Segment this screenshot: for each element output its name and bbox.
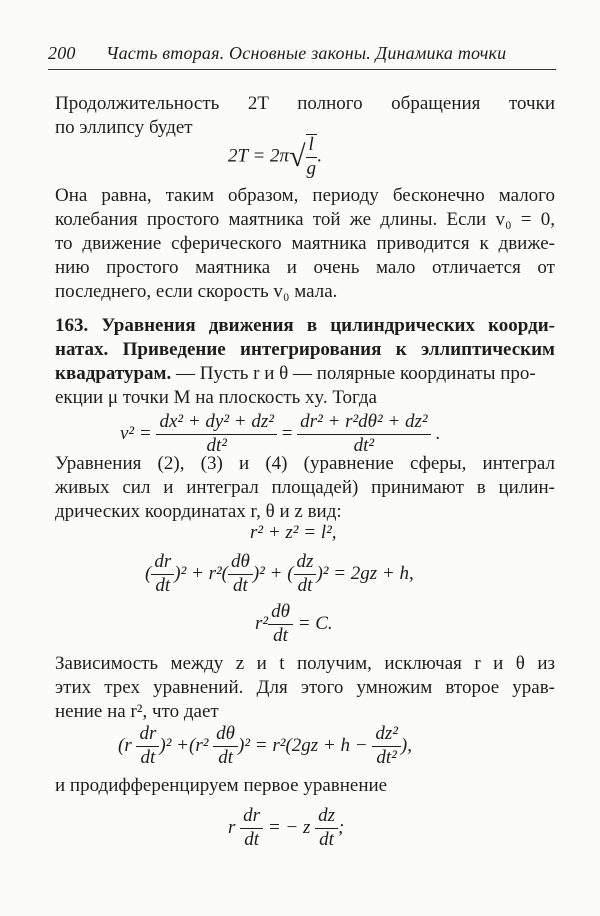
section-line-4: екции μ точки M на плоскость xy. Тогда (55, 387, 377, 408)
diff-fraction-1 (240, 806, 263, 851)
paragraph-5-line-1: и продифференцируем первое уравнение (55, 775, 388, 796)
running-header (48, 43, 556, 70)
page-number: 200 (48, 43, 76, 63)
energy-term-3-prefix: ² + (259, 562, 283, 584)
mult-fraction-1-num: dr (136, 724, 159, 747)
energy-fraction-1-num: dr (151, 552, 174, 575)
diff-fraction-2-num: dz (315, 806, 338, 829)
diff-prefix: r (228, 816, 236, 838)
mult-term-2-prefix: r² (195, 734, 209, 756)
sqrt-fraction (306, 134, 317, 180)
paragraph-2-line-5: последнего, если скорость v₀ мала. (55, 281, 338, 302)
paragraph-3-line-2: живых сил и интеграл площадей) принимают в цилин- (55, 477, 555, 498)
paragraph-2-line-2: колебания простого маятника той же длины. Если v₀ = 0, (55, 209, 555, 230)
velocity-fraction-1-den: dt² (206, 434, 227, 456)
energy-term-2-prefix: ² + r² (180, 562, 222, 584)
fraction-numerator: l (306, 135, 317, 158)
equation-period-lhs: 2T = 2π (228, 145, 290, 167)
energy-fraction-1 (151, 552, 174, 597)
energy-fraction-2-num: dθ (228, 552, 253, 575)
section-heading-line-3 (55, 362, 555, 386)
mult-fraction-3 (372, 724, 401, 769)
energy-rhs: ² = 2gz + h, (322, 562, 414, 584)
paragraph-3-line-1: Уравнения (2), (3) и (4) (уравнение сферы, интеграл (55, 453, 555, 474)
paragraph-2-line-3: то движение сферического маятника приводится к движе- (55, 233, 555, 254)
velocity-fraction-2 (297, 412, 430, 457)
energy-fraction-3 (294, 552, 317, 597)
area-fraction (268, 602, 293, 647)
equation-multiplied: (r $\frac{dr}{dt}$ )² +(r² $\frac{d\theta}{dt}$ )² = r²(2gz + h − $\frac{\text{dz²}}{\text{dt²}}$ ), (118, 723, 412, 768)
diff-fraction-1-num: dr (240, 806, 263, 829)
mult-plus: ² + (165, 734, 189, 756)
fraction-denominator: g (306, 157, 316, 179)
equation-area (255, 602, 333, 647)
energy-fraction-2-den: dt (233, 574, 248, 596)
equation-velocity-lhs: v² = (120, 422, 152, 444)
energy-fraction-3-den: dt (297, 574, 313, 596)
section-heading-line-2: натах. Приведение интегрирования к эллиптическим (55, 339, 555, 360)
mult-fraction-2 (213, 724, 238, 769)
energy-fraction-3-num: dz (294, 552, 317, 575)
velocity-fraction-2-num: dr² + r²dθ² + dz² (297, 412, 430, 435)
mult-term-1-prefix: r (124, 734, 132, 756)
mult-fraction-1 (136, 724, 159, 769)
equation-velocity-equals: = (281, 422, 293, 444)
equation-period (228, 134, 322, 180)
paragraph-2-line-1: Она равна, таким образом, периоду бесконечно малого (55, 185, 555, 206)
energy-fraction-1-den: dt (155, 574, 171, 596)
equation-energy: ( $\frac{dr}{dt}$ )² + r²( $\frac{d\theta}{dt}$ )² + ( $\frac{dz}{dt}$ )² = 2gz + h, (145, 551, 414, 596)
velocity-fraction-1 (156, 412, 277, 457)
mult-fraction-3-den: dt² (376, 746, 397, 768)
mult-inner: 2gz + h − (291, 734, 368, 756)
paragraph-3-line-3: дрических координатах r, θ и z вид: (55, 501, 342, 522)
paragraph-4-line-2: этих трех уравнений. Для этого умножим второе урав- (55, 677, 555, 698)
section-heading-bold-text: квадратурам. (55, 363, 172, 384)
mult-fraction-2-num: dθ (213, 724, 238, 747)
diff-fraction-2 (315, 806, 338, 851)
area-fraction-den: dt (273, 624, 288, 646)
diff-end: ; (338, 816, 345, 838)
paragraph-4-line-1: Зависимость между z и t получим, исключая r и θ из (55, 653, 555, 674)
sqrt-sign: √ (289, 139, 306, 173)
paragraph-2-line-4: нию простого маятника и очень мало отличается от (55, 257, 555, 278)
mult-fraction-3-num: dz² (372, 724, 401, 747)
equation-differentiated (228, 806, 344, 851)
velocity-fraction-1-num: dx² + dy² + dz² (156, 412, 277, 435)
energy-fraction-2 (228, 552, 253, 597)
equation-velocity-end: . (435, 422, 441, 444)
diff-equals: = − z (267, 816, 311, 838)
area-fraction-num: dθ (268, 602, 293, 625)
mult-fraction-2-den: dt (218, 746, 233, 768)
diff-fraction-1-den: dt (244, 828, 259, 850)
velocity-fraction-2-den: dt² (353, 434, 375, 456)
mult-equals: ² = r² (244, 734, 286, 756)
area-lhs: r² (255, 612, 269, 634)
equation-sphere: r² + z² = l², (250, 522, 337, 543)
section-heading-line-1: 163. Уравнения движения в цилиндрических коорди- (55, 315, 555, 336)
equation-velocity (120, 412, 440, 457)
paragraph-1-line-1: Продолжительность 2T полного обращения точки (55, 93, 555, 114)
section-line-3-text: — Пусть r и θ — полярные координаты про- (171, 363, 536, 384)
mult-end: , (407, 734, 412, 756)
area-rhs: = C. (297, 612, 333, 634)
paragraph-4-line-3: нение на r², что дает (55, 701, 219, 722)
equation-period-end: . (316, 145, 322, 167)
paragraph-1-line-2: по эллипсу будет (55, 117, 193, 138)
diff-fraction-2-den: dt (319, 828, 334, 850)
running-title: Часть вторая. Основные законы. Динамика точки (106, 43, 507, 63)
mult-fraction-1-den: dt (140, 746, 156, 768)
